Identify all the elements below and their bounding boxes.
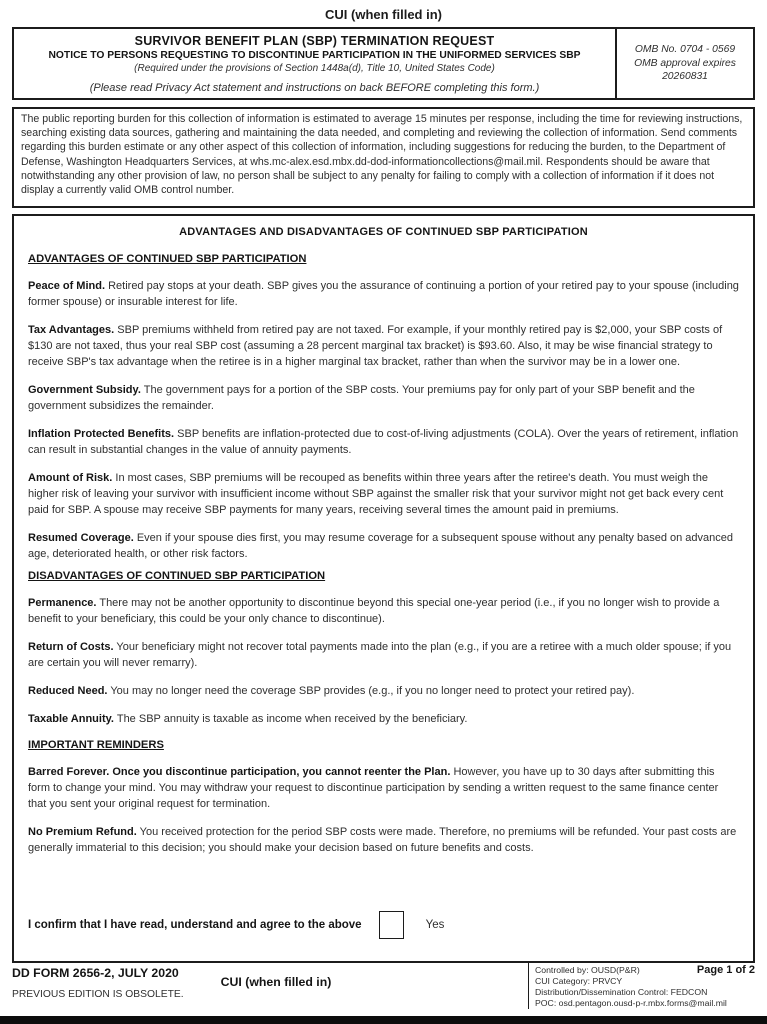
edition-note: PREVIOUS EDITION IS OBSOLETE.	[12, 989, 184, 1000]
footer-control-block	[528, 963, 755, 1009]
paragraph-lead: Peace of Mind.	[28, 280, 106, 292]
paragraph-taxable-annuity	[28, 711, 739, 727]
paragraph-text: The SBP annuity is taxable as income when received by the beneficiary.	[116, 713, 468, 725]
confirm-yes-label: Yes	[425, 919, 445, 931]
paragraph-lead: Reduced Need.	[28, 685, 108, 697]
paragraph-amount-of-risk	[28, 470, 739, 518]
paragraph-no-premium-refund	[28, 824, 739, 856]
confirm-yes-checkbox[interactable]	[379, 911, 404, 939]
page-bottom-scan-edge	[0, 1016, 767, 1024]
paragraph-text: Even if your spouse dies first, you may resume coverage for a subsequent spouse without any penalty based on advanced age, deteriorated health, or other risk factors.	[28, 532, 734, 560]
paragraph-text: However, you have up to 30 days after submitting this form to change your mind. You may withdraw your request to discontinue participation by sending a written request to the same finance center that you sent your original request for termination.	[28, 766, 719, 810]
paragraph-lead: Resumed Coverage.	[28, 532, 134, 544]
paragraph-permanence	[28, 595, 739, 627]
paragraph-lead: Barred Forever. Once you discontinue participation, you cannot reenter the Plan.	[28, 766, 451, 778]
section-title: ADVANTAGES AND DISADVANTAGES OF CONTINUED SBP PARTICIPATION	[179, 226, 588, 238]
paragraph-lead: Taxable Annuity.	[28, 713, 114, 725]
confirmation-label: I confirm that I have read, understand and agree to the above	[28, 919, 362, 931]
paragraph-lead: Amount of Risk.	[28, 472, 113, 484]
burden-statement-text: The public reporting burden for this collection of information is estimated to average 15 minutes per response, including the time for reviewing instructions, searching existing data sources, gathering and maintaining the data needed, and completing and reviewing the collection of information. Send comments regarding this burden estimate or any other aspect of this collection of information, including suggestions for reducing the burden, to the Department of Defense, Washington Headquarters Services, at whs.mc-alex.esd.mbx.dd-dod-informationcollections@mail.mil. Respondents should be aware that notwithstanding any other provision of law, no person shall be subject to any penalty for failing to comply with a collection of information if it does not display a currently valid OMB control number.	[21, 113, 743, 197]
paragraph-peace-of-mind	[28, 278, 739, 310]
paragraph-lead: No Premium Refund.	[28, 826, 137, 838]
paragraph-tax-advantages	[28, 322, 739, 370]
paragraph-inflation-protected-benefits	[28, 426, 739, 458]
main-content-box	[12, 214, 755, 963]
form-privacy-instruction: (Please read Privacy Act statement and instructions on back BEFORE completing this form.)	[89, 82, 540, 94]
paragraph-text: Your beneficiary might not recover total payments made into the plan (e.g., if you are a retiree with a much older spouse; if you are certain you will never remarry).	[28, 641, 732, 669]
advantages-heading: ADVANTAGES OF CONTINUED SBP PARTICIPATION	[28, 253, 307, 265]
form-footer	[12, 963, 755, 1011]
paragraph-lead: Permanence.	[28, 597, 97, 609]
cui-banner-top: CUI (when filled in)	[325, 7, 442, 22]
paragraph-return-of-costs	[28, 639, 739, 671]
omb-approval-block	[617, 29, 753, 98]
form-title: SURVIVOR BENEFIT PLAN (SBP) TERMINATION REQUEST	[134, 34, 495, 48]
paragraph-text: You received protection for the period SBP costs were made. Therefore, no premiums will be refunded. Your past costs are generally immaterial to this decision; you should make your decision based on future benefits and costs.	[28, 826, 737, 854]
paragraph-text: SBP benefits are inflation-protected due to cost-of-living adjustments (COLA). Over the years of retirement, inflation can result in substantial changes in the value of annuity payments.	[28, 428, 739, 456]
important-reminders-heading: IMPORTANT REMINDERS	[28, 739, 164, 751]
paragraph-lead: Return of Costs.	[28, 641, 114, 653]
paragraph-text: SBP premiums withheld from retired pay are not taxed. For example, if your monthly retired pay is $2,000, your SBP costs of $130 are not taxed, thus your real SBP cost (assuming a 28 percent marginal tax bracket) is $93.60. Also, it may be wise financial strategy to receive SBP's tax advantage when the retiree is in a higher marginal tax bracket, rather than when the survivor may be in a lower one.	[28, 324, 723, 368]
paragraph-text: In most cases, SBP premiums will be recouped as benefits within three years after the retiree's death. You must weigh the higher risk of leaving your survivor with insufficient income without SBP against the smaller risk that your survivor might not get back every cent paid for SBP. A spouse may receive SBP payments for many years, receiving several times the amount paid in premiums.	[28, 472, 724, 516]
paragraph-resumed-coverage	[28, 530, 739, 562]
paragraph-lead: Government Subsidy.	[28, 384, 141, 396]
form-subtitle: NOTICE TO PERSONS REQUESTING TO DISCONTINUE PARTICIPATION IN THE UNIFORMED SERVICES SBP	[48, 50, 581, 61]
paragraph-text: You may no longer need the coverage SBP provides (e.g., if you no longer need to protect your retired pay).	[110, 685, 635, 697]
paragraph-reduced-need	[28, 683, 739, 699]
omb-number: OMB No. 0704 - 0569	[634, 43, 736, 55]
paragraph-barred-forever	[28, 764, 739, 812]
confirmation-row	[28, 911, 739, 939]
footer-control-line1	[535, 965, 755, 976]
controlled-by: Controlled by: OUSD(P&R)	[535, 965, 640, 975]
form-title-block	[14, 29, 617, 98]
cui-banner-bottom: CUI (when filled in)	[220, 975, 332, 989]
burden-statement-box	[12, 107, 755, 208]
disadvantages-heading: DISADVANTAGES OF CONTINUED SBP PARTICIPATION	[28, 570, 326, 582]
paragraph-lead: Inflation Protected Benefits.	[28, 428, 175, 440]
omb-expires-label: OMB approval expires	[634, 57, 736, 69]
paragraph-government-subsidy	[28, 382, 739, 414]
form-header	[12, 27, 755, 100]
cui-category: CUI Category: PRVCY	[535, 976, 623, 986]
paragraph-lead: Tax Advantages.	[28, 324, 115, 336]
poc-email: POC: osd.pentagon.ousd-p-r.mbx.forms@mail.mil	[535, 998, 727, 1008]
paragraph-text: The government pays for a portion of the SBP costs. Your premiums pay for only part of your SBP benefit and the government subsidizes the remainder.	[28, 384, 695, 412]
paragraph-text: There may not be another opportunity to discontinue beyond this special one-year period (i.e., if you no longer wish to provide a benefit to your beneficiary, this could be your only chance to discontinue).	[28, 597, 720, 625]
page-indicator: Page 1 of 2	[696, 964, 755, 976]
paragraph-text: Retired pay stops at your death. SBP gives you the assurance of continuing a portion of your retired pay to your spouse (including former spouse) or insurable interest for life.	[28, 280, 739, 308]
distribution-control: Distribution/Dissemination Control: FEDCON	[535, 987, 708, 997]
form-authority-note: (Required under the provisions of Section 1448a(d), Title 10, United States Code)	[134, 63, 495, 74]
form-number: DD FORM 2656-2, JULY 2020	[12, 966, 179, 980]
omb-expires-date: 20260831	[662, 71, 708, 83]
